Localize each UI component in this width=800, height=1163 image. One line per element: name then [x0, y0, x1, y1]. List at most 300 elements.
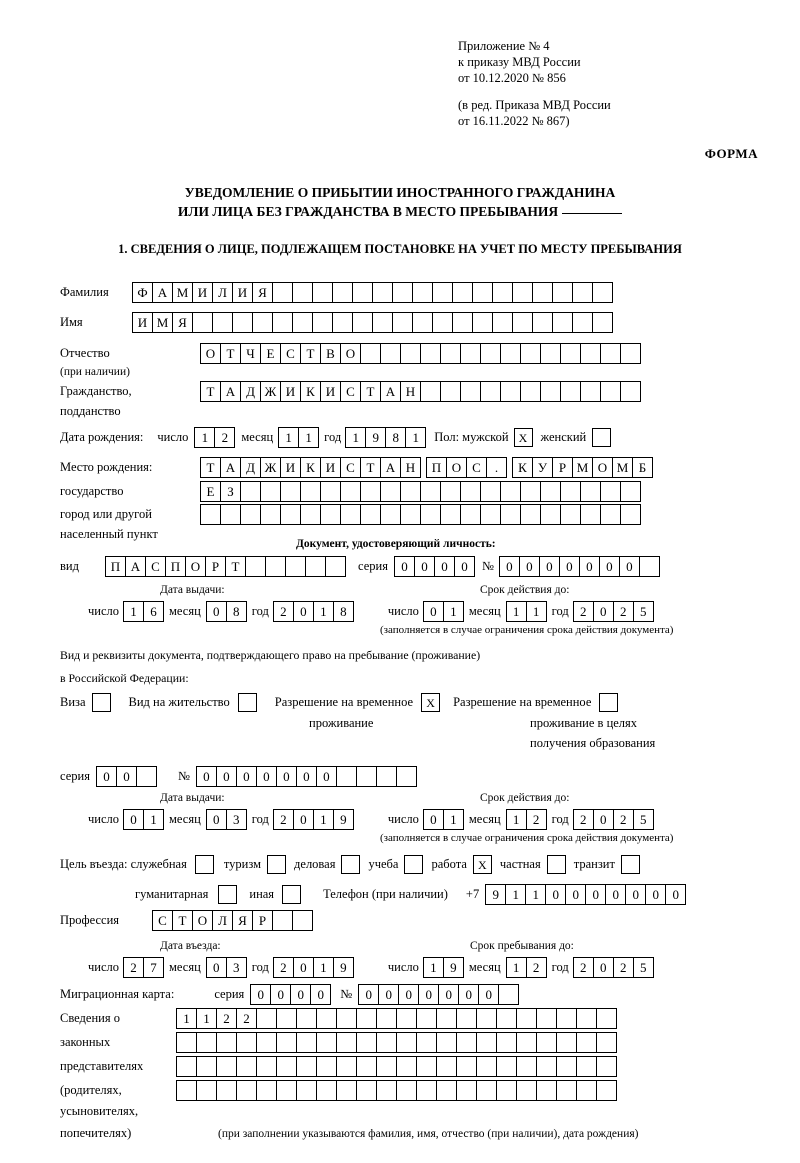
- char-box[interactable]: [336, 1056, 357, 1077]
- char-box[interactable]: 9: [365, 427, 386, 448]
- char-box[interactable]: [552, 312, 573, 333]
- char-box[interactable]: 5: [633, 601, 654, 622]
- char-box[interactable]: [316, 1056, 337, 1077]
- char-box[interactable]: [272, 282, 293, 303]
- char-box[interactable]: 1: [313, 809, 334, 830]
- char-box[interactable]: [512, 312, 533, 333]
- stay-issue-year-input[interactable]: [273, 809, 353, 830]
- char-box[interactable]: 0: [585, 884, 606, 905]
- char-box[interactable]: [212, 312, 233, 333]
- char-box[interactable]: Р: [552, 457, 573, 478]
- char-box[interactable]: С: [466, 457, 487, 478]
- char-box[interactable]: [436, 1056, 457, 1077]
- char-box[interactable]: Т: [200, 457, 221, 478]
- char-box[interactable]: 0: [206, 601, 227, 622]
- stay-valid-day-input[interactable]: [423, 809, 463, 830]
- char-box[interactable]: [532, 312, 553, 333]
- char-box[interactable]: [300, 481, 321, 502]
- char-box[interactable]: 0: [398, 984, 419, 1005]
- char-box[interactable]: [320, 481, 341, 502]
- char-box[interactable]: [256, 1008, 277, 1029]
- char-box[interactable]: [496, 1008, 517, 1029]
- char-box[interactable]: 1: [423, 957, 444, 978]
- char-box[interactable]: [460, 504, 481, 525]
- char-box[interactable]: [420, 343, 441, 364]
- purpose-transit-checkbox[interactable]: [621, 855, 640, 874]
- char-box[interactable]: [560, 481, 581, 502]
- char-box[interactable]: Т: [172, 910, 193, 931]
- doc-kind-input[interactable]: [105, 556, 345, 577]
- char-box[interactable]: Ж: [260, 381, 281, 402]
- birthplace-state-input[interactable]: [200, 457, 652, 478]
- char-box[interactable]: [516, 1008, 537, 1029]
- char-box[interactable]: [325, 556, 346, 577]
- char-box[interactable]: Т: [360, 381, 381, 402]
- char-box[interactable]: 0: [438, 984, 459, 1005]
- char-box[interactable]: [236, 1056, 257, 1077]
- stay-valid-month-input[interactable]: [506, 809, 546, 830]
- sex-female-checkbox[interactable]: [592, 428, 611, 447]
- char-box[interactable]: [312, 312, 333, 333]
- char-box[interactable]: 0: [316, 766, 337, 787]
- visa-checkbox[interactable]: [92, 693, 111, 712]
- char-box[interactable]: [316, 1032, 337, 1053]
- temp-residence-checkbox[interactable]: X: [421, 693, 440, 712]
- char-box[interactable]: [336, 1080, 357, 1101]
- char-box[interactable]: [332, 282, 353, 303]
- char-box[interactable]: [360, 504, 381, 525]
- char-box[interactable]: 2: [236, 1008, 257, 1029]
- char-box[interactable]: 2: [123, 957, 144, 978]
- char-box[interactable]: [216, 1080, 237, 1101]
- residence-permit-checkbox[interactable]: [238, 693, 257, 712]
- char-box[interactable]: [496, 1056, 517, 1077]
- char-box[interactable]: [516, 1032, 537, 1053]
- purpose-private-checkbox[interactable]: [547, 855, 566, 874]
- char-box[interactable]: [480, 481, 501, 502]
- char-box[interactable]: 0: [276, 766, 297, 787]
- char-box[interactable]: [460, 343, 481, 364]
- char-box[interactable]: [476, 1032, 497, 1053]
- char-box[interactable]: [556, 1080, 577, 1101]
- char-box[interactable]: [440, 381, 461, 402]
- entry-year-input[interactable]: [273, 957, 353, 978]
- char-box[interactable]: И: [192, 282, 213, 303]
- char-box[interactable]: С: [340, 381, 361, 402]
- doc-issue-month-input[interactable]: [206, 601, 246, 622]
- char-box[interactable]: [340, 481, 361, 502]
- char-box[interactable]: 1: [345, 427, 366, 448]
- char-box[interactable]: 0: [665, 884, 686, 905]
- char-box[interactable]: 0: [196, 766, 217, 787]
- char-box[interactable]: [520, 381, 541, 402]
- char-box[interactable]: [196, 1056, 217, 1077]
- char-box[interactable]: И: [320, 381, 341, 402]
- char-box[interactable]: [356, 1056, 377, 1077]
- birth-year-input[interactable]: [345, 427, 425, 448]
- char-box[interactable]: 0: [625, 884, 646, 905]
- char-box[interactable]: [496, 1032, 517, 1053]
- char-box[interactable]: [236, 1080, 257, 1101]
- char-box[interactable]: 0: [418, 984, 439, 1005]
- char-box[interactable]: [620, 343, 641, 364]
- char-box[interactable]: [416, 1080, 437, 1101]
- char-box[interactable]: [552, 282, 573, 303]
- char-box[interactable]: И: [280, 381, 301, 402]
- char-box[interactable]: [620, 381, 641, 402]
- char-box[interactable]: 0: [539, 556, 560, 577]
- char-box[interactable]: [556, 1032, 577, 1053]
- char-box[interactable]: 0: [256, 766, 277, 787]
- char-box[interactable]: [540, 381, 561, 402]
- char-box[interactable]: [520, 481, 541, 502]
- char-box[interactable]: 0: [579, 556, 600, 577]
- char-box[interactable]: У: [532, 457, 553, 478]
- char-box[interactable]: [420, 504, 441, 525]
- char-box[interactable]: С: [152, 910, 173, 931]
- char-box[interactable]: [436, 1008, 457, 1029]
- char-box[interactable]: [216, 1032, 237, 1053]
- char-box[interactable]: [576, 1056, 597, 1077]
- char-box[interactable]: [392, 312, 413, 333]
- char-box[interactable]: [396, 1080, 417, 1101]
- char-box[interactable]: [596, 1008, 617, 1029]
- char-box[interactable]: [392, 282, 413, 303]
- char-box[interactable]: [498, 984, 519, 1005]
- char-box[interactable]: Т: [200, 381, 221, 402]
- char-box[interactable]: [452, 282, 473, 303]
- char-box[interactable]: 1: [194, 427, 215, 448]
- char-box[interactable]: 9: [333, 809, 354, 830]
- char-box[interactable]: [440, 343, 461, 364]
- char-box[interactable]: Л: [212, 282, 233, 303]
- char-box[interactable]: [336, 1032, 357, 1053]
- char-box[interactable]: Л: [212, 910, 233, 931]
- char-box[interactable]: 0: [236, 766, 257, 787]
- char-box[interactable]: [576, 1032, 597, 1053]
- char-box[interactable]: [416, 1032, 437, 1053]
- char-box[interactable]: М: [572, 457, 593, 478]
- char-box[interactable]: [556, 1056, 577, 1077]
- char-box[interactable]: 1: [506, 809, 527, 830]
- char-box[interactable]: [285, 556, 306, 577]
- char-box[interactable]: [436, 1080, 457, 1101]
- char-box[interactable]: 2: [526, 957, 547, 978]
- char-box[interactable]: Ж: [260, 457, 281, 478]
- char-box[interactable]: 0: [206, 957, 227, 978]
- char-box[interactable]: Б: [632, 457, 653, 478]
- char-box[interactable]: П: [105, 556, 126, 577]
- char-box[interactable]: [340, 504, 361, 525]
- char-box[interactable]: Т: [300, 343, 321, 364]
- char-box[interactable]: 2: [273, 957, 294, 978]
- char-box[interactable]: [620, 504, 641, 525]
- purpose-service-checkbox[interactable]: [195, 855, 214, 874]
- char-box[interactable]: Д: [240, 457, 261, 478]
- char-box[interactable]: [316, 1008, 337, 1029]
- char-box[interactable]: [276, 1080, 297, 1101]
- entry-day-input[interactable]: [123, 957, 163, 978]
- char-box[interactable]: 0: [358, 984, 379, 1005]
- char-box[interactable]: [356, 1032, 377, 1053]
- profession-input[interactable]: [152, 910, 312, 931]
- char-box[interactable]: 2: [613, 809, 634, 830]
- char-box[interactable]: [280, 504, 301, 525]
- char-box[interactable]: [432, 312, 453, 333]
- char-box[interactable]: [372, 312, 393, 333]
- char-box[interactable]: [380, 504, 401, 525]
- char-box[interactable]: [356, 1080, 377, 1101]
- char-box[interactable]: 1: [443, 809, 464, 830]
- char-box[interactable]: [456, 1008, 477, 1029]
- char-box[interactable]: И: [132, 312, 153, 333]
- char-box[interactable]: [316, 1080, 337, 1101]
- char-box[interactable]: [460, 481, 481, 502]
- char-box[interactable]: В: [320, 343, 341, 364]
- doc-valid-month-input[interactable]: [506, 601, 546, 622]
- char-box[interactable]: [240, 481, 261, 502]
- char-box[interactable]: 0: [478, 984, 499, 1005]
- char-box[interactable]: З: [220, 481, 241, 502]
- char-box[interactable]: 0: [423, 809, 444, 830]
- char-box[interactable]: [412, 312, 433, 333]
- char-box[interactable]: Р: [252, 910, 273, 931]
- char-box[interactable]: [476, 1080, 497, 1101]
- char-box[interactable]: [536, 1080, 557, 1101]
- doc-number-input[interactable]: [499, 556, 659, 577]
- stay-end-day-input[interactable]: [423, 957, 463, 978]
- char-box[interactable]: 1: [176, 1008, 197, 1029]
- char-box[interactable]: [320, 504, 341, 525]
- char-box[interactable]: [260, 481, 281, 502]
- char-box[interactable]: 0: [123, 809, 144, 830]
- char-box[interactable]: 0: [423, 601, 444, 622]
- char-box[interactable]: 1: [443, 601, 464, 622]
- char-box[interactable]: [420, 481, 441, 502]
- char-box[interactable]: 0: [458, 984, 479, 1005]
- char-box[interactable]: [416, 1056, 437, 1077]
- char-box[interactable]: [580, 504, 601, 525]
- char-box[interactable]: И: [280, 457, 301, 478]
- char-box[interactable]: [220, 504, 241, 525]
- char-box[interactable]: 0: [378, 984, 399, 1005]
- char-box[interactable]: [512, 282, 533, 303]
- char-box[interactable]: [620, 481, 641, 502]
- char-box[interactable]: Т: [225, 556, 246, 577]
- sex-male-checkbox[interactable]: X: [514, 428, 533, 447]
- char-box[interactable]: [296, 1008, 317, 1029]
- char-box[interactable]: [256, 1032, 277, 1053]
- char-box[interactable]: [312, 282, 333, 303]
- legal-rep-input-3[interactable]: [176, 1056, 616, 1077]
- char-box[interactable]: 3: [226, 957, 247, 978]
- char-box[interactable]: [452, 312, 473, 333]
- char-box[interactable]: [296, 1080, 317, 1101]
- char-box[interactable]: 1: [505, 884, 526, 905]
- char-box[interactable]: [432, 282, 453, 303]
- char-box[interactable]: [176, 1032, 197, 1053]
- char-box[interactable]: [280, 481, 301, 502]
- char-box[interactable]: [400, 504, 421, 525]
- char-box[interactable]: [572, 282, 593, 303]
- char-box[interactable]: [265, 556, 286, 577]
- char-box[interactable]: [200, 504, 221, 525]
- char-box[interactable]: [245, 556, 266, 577]
- char-box[interactable]: [472, 312, 493, 333]
- char-box[interactable]: [396, 1056, 417, 1077]
- char-box[interactable]: 5: [633, 957, 654, 978]
- char-box[interactable]: [412, 282, 433, 303]
- char-box[interactable]: [600, 343, 621, 364]
- char-box[interactable]: И: [320, 457, 341, 478]
- char-box[interactable]: [540, 343, 561, 364]
- legal-rep-input-2[interactable]: [176, 1032, 616, 1053]
- char-box[interactable]: [600, 381, 621, 402]
- char-box[interactable]: 0: [619, 556, 640, 577]
- char-box[interactable]: [360, 481, 381, 502]
- char-box[interactable]: 9: [443, 957, 464, 978]
- char-box[interactable]: [476, 1008, 497, 1029]
- char-box[interactable]: [440, 481, 461, 502]
- char-box[interactable]: 1: [525, 884, 546, 905]
- char-box[interactable]: 0: [559, 556, 580, 577]
- patronymic-input[interactable]: [200, 343, 640, 364]
- char-box[interactable]: [532, 282, 553, 303]
- char-box[interactable]: [600, 481, 621, 502]
- purpose-other-checkbox[interactable]: [282, 885, 301, 904]
- char-box[interactable]: А: [220, 381, 241, 402]
- char-box[interactable]: [516, 1056, 537, 1077]
- char-box[interactable]: [572, 312, 593, 333]
- char-box[interactable]: [420, 381, 441, 402]
- char-box[interactable]: [292, 910, 313, 931]
- char-box[interactable]: [576, 1080, 597, 1101]
- char-box[interactable]: [472, 282, 493, 303]
- char-box[interactable]: 2: [216, 1008, 237, 1029]
- char-box[interactable]: 0: [293, 601, 314, 622]
- birth-day-input[interactable]: [194, 427, 234, 448]
- char-box[interactable]: Я: [172, 312, 193, 333]
- char-box[interactable]: [276, 1056, 297, 1077]
- char-box[interactable]: 0: [434, 556, 455, 577]
- char-box[interactable]: [272, 312, 293, 333]
- char-box[interactable]: [252, 312, 273, 333]
- char-box[interactable]: [436, 1032, 457, 1053]
- char-box[interactable]: [580, 481, 601, 502]
- doc-series-input[interactable]: [394, 556, 474, 577]
- char-box[interactable]: [296, 1056, 317, 1077]
- char-box[interactable]: [639, 556, 660, 577]
- char-box[interactable]: [560, 504, 581, 525]
- char-box[interactable]: Е: [200, 481, 221, 502]
- char-box[interactable]: [236, 1032, 257, 1053]
- char-box[interactable]: [480, 504, 501, 525]
- char-box[interactable]: А: [220, 457, 241, 478]
- char-box[interactable]: 2: [273, 809, 294, 830]
- char-box[interactable]: 0: [206, 809, 227, 830]
- citizenship-input[interactable]: [200, 381, 640, 402]
- char-box[interactable]: 0: [290, 984, 311, 1005]
- char-box[interactable]: [240, 504, 261, 525]
- char-box[interactable]: К: [512, 457, 533, 478]
- char-box[interactable]: [492, 282, 513, 303]
- char-box[interactable]: [592, 312, 613, 333]
- char-box[interactable]: [600, 504, 621, 525]
- char-box[interactable]: 3: [226, 809, 247, 830]
- char-box[interactable]: П: [426, 457, 447, 478]
- char-box[interactable]: 0: [116, 766, 137, 787]
- char-box[interactable]: П: [165, 556, 186, 577]
- char-box[interactable]: 1: [298, 427, 319, 448]
- stay-end-year-input[interactable]: [573, 957, 653, 978]
- char-box[interactable]: [192, 312, 213, 333]
- char-box[interactable]: [276, 1008, 297, 1029]
- char-box[interactable]: [176, 1056, 197, 1077]
- char-box[interactable]: 2: [573, 957, 594, 978]
- char-box[interactable]: [376, 1008, 397, 1029]
- char-box[interactable]: Н: [400, 381, 421, 402]
- purpose-work-checkbox[interactable]: X: [473, 855, 492, 874]
- char-box[interactable]: 1: [526, 601, 547, 622]
- char-box[interactable]: [376, 766, 397, 787]
- doc-issue-day-input[interactable]: [123, 601, 163, 622]
- char-box[interactable]: О: [446, 457, 467, 478]
- char-box[interactable]: [305, 556, 326, 577]
- char-box[interactable]: [372, 282, 393, 303]
- char-box[interactable]: 1: [506, 601, 527, 622]
- char-box[interactable]: [576, 1008, 597, 1029]
- char-box[interactable]: Т: [220, 343, 241, 364]
- char-box[interactable]: О: [340, 343, 361, 364]
- char-box[interactable]: Т: [360, 457, 381, 478]
- char-box[interactable]: 0: [605, 884, 626, 905]
- char-box[interactable]: [376, 1080, 397, 1101]
- char-box[interactable]: [380, 343, 401, 364]
- doc-issue-year-input[interactable]: [273, 601, 353, 622]
- char-box[interactable]: [456, 1032, 477, 1053]
- char-box[interactable]: [440, 504, 461, 525]
- char-box[interactable]: 1: [405, 427, 426, 448]
- name-input[interactable]: [132, 312, 612, 333]
- doc-valid-day-input[interactable]: [423, 601, 463, 622]
- char-box[interactable]: [396, 766, 417, 787]
- char-box[interactable]: 8: [333, 601, 354, 622]
- char-box[interactable]: Д: [240, 381, 261, 402]
- char-box[interactable]: [496, 1080, 517, 1101]
- char-box[interactable]: [360, 343, 381, 364]
- char-box[interactable]: [596, 1056, 617, 1077]
- char-box[interactable]: 2: [526, 809, 547, 830]
- char-box[interactable]: [500, 481, 521, 502]
- char-box[interactable]: 0: [414, 556, 435, 577]
- char-box[interactable]: Ч: [240, 343, 261, 364]
- edu-residence-checkbox[interactable]: [599, 693, 618, 712]
- char-box[interactable]: 5: [633, 809, 654, 830]
- char-box[interactable]: Я: [252, 282, 273, 303]
- char-box[interactable]: 2: [613, 601, 634, 622]
- char-box[interactable]: 8: [226, 601, 247, 622]
- char-box[interactable]: Е: [260, 343, 281, 364]
- char-box[interactable]: С: [340, 457, 361, 478]
- char-box[interactable]: О: [185, 556, 206, 577]
- char-box[interactable]: А: [380, 457, 401, 478]
- char-box[interactable]: 0: [565, 884, 586, 905]
- char-box[interactable]: [456, 1080, 477, 1101]
- purpose-business-checkbox[interactable]: [341, 855, 360, 874]
- char-box[interactable]: 0: [250, 984, 271, 1005]
- char-box[interactable]: [480, 343, 501, 364]
- char-box[interactable]: 0: [599, 556, 620, 577]
